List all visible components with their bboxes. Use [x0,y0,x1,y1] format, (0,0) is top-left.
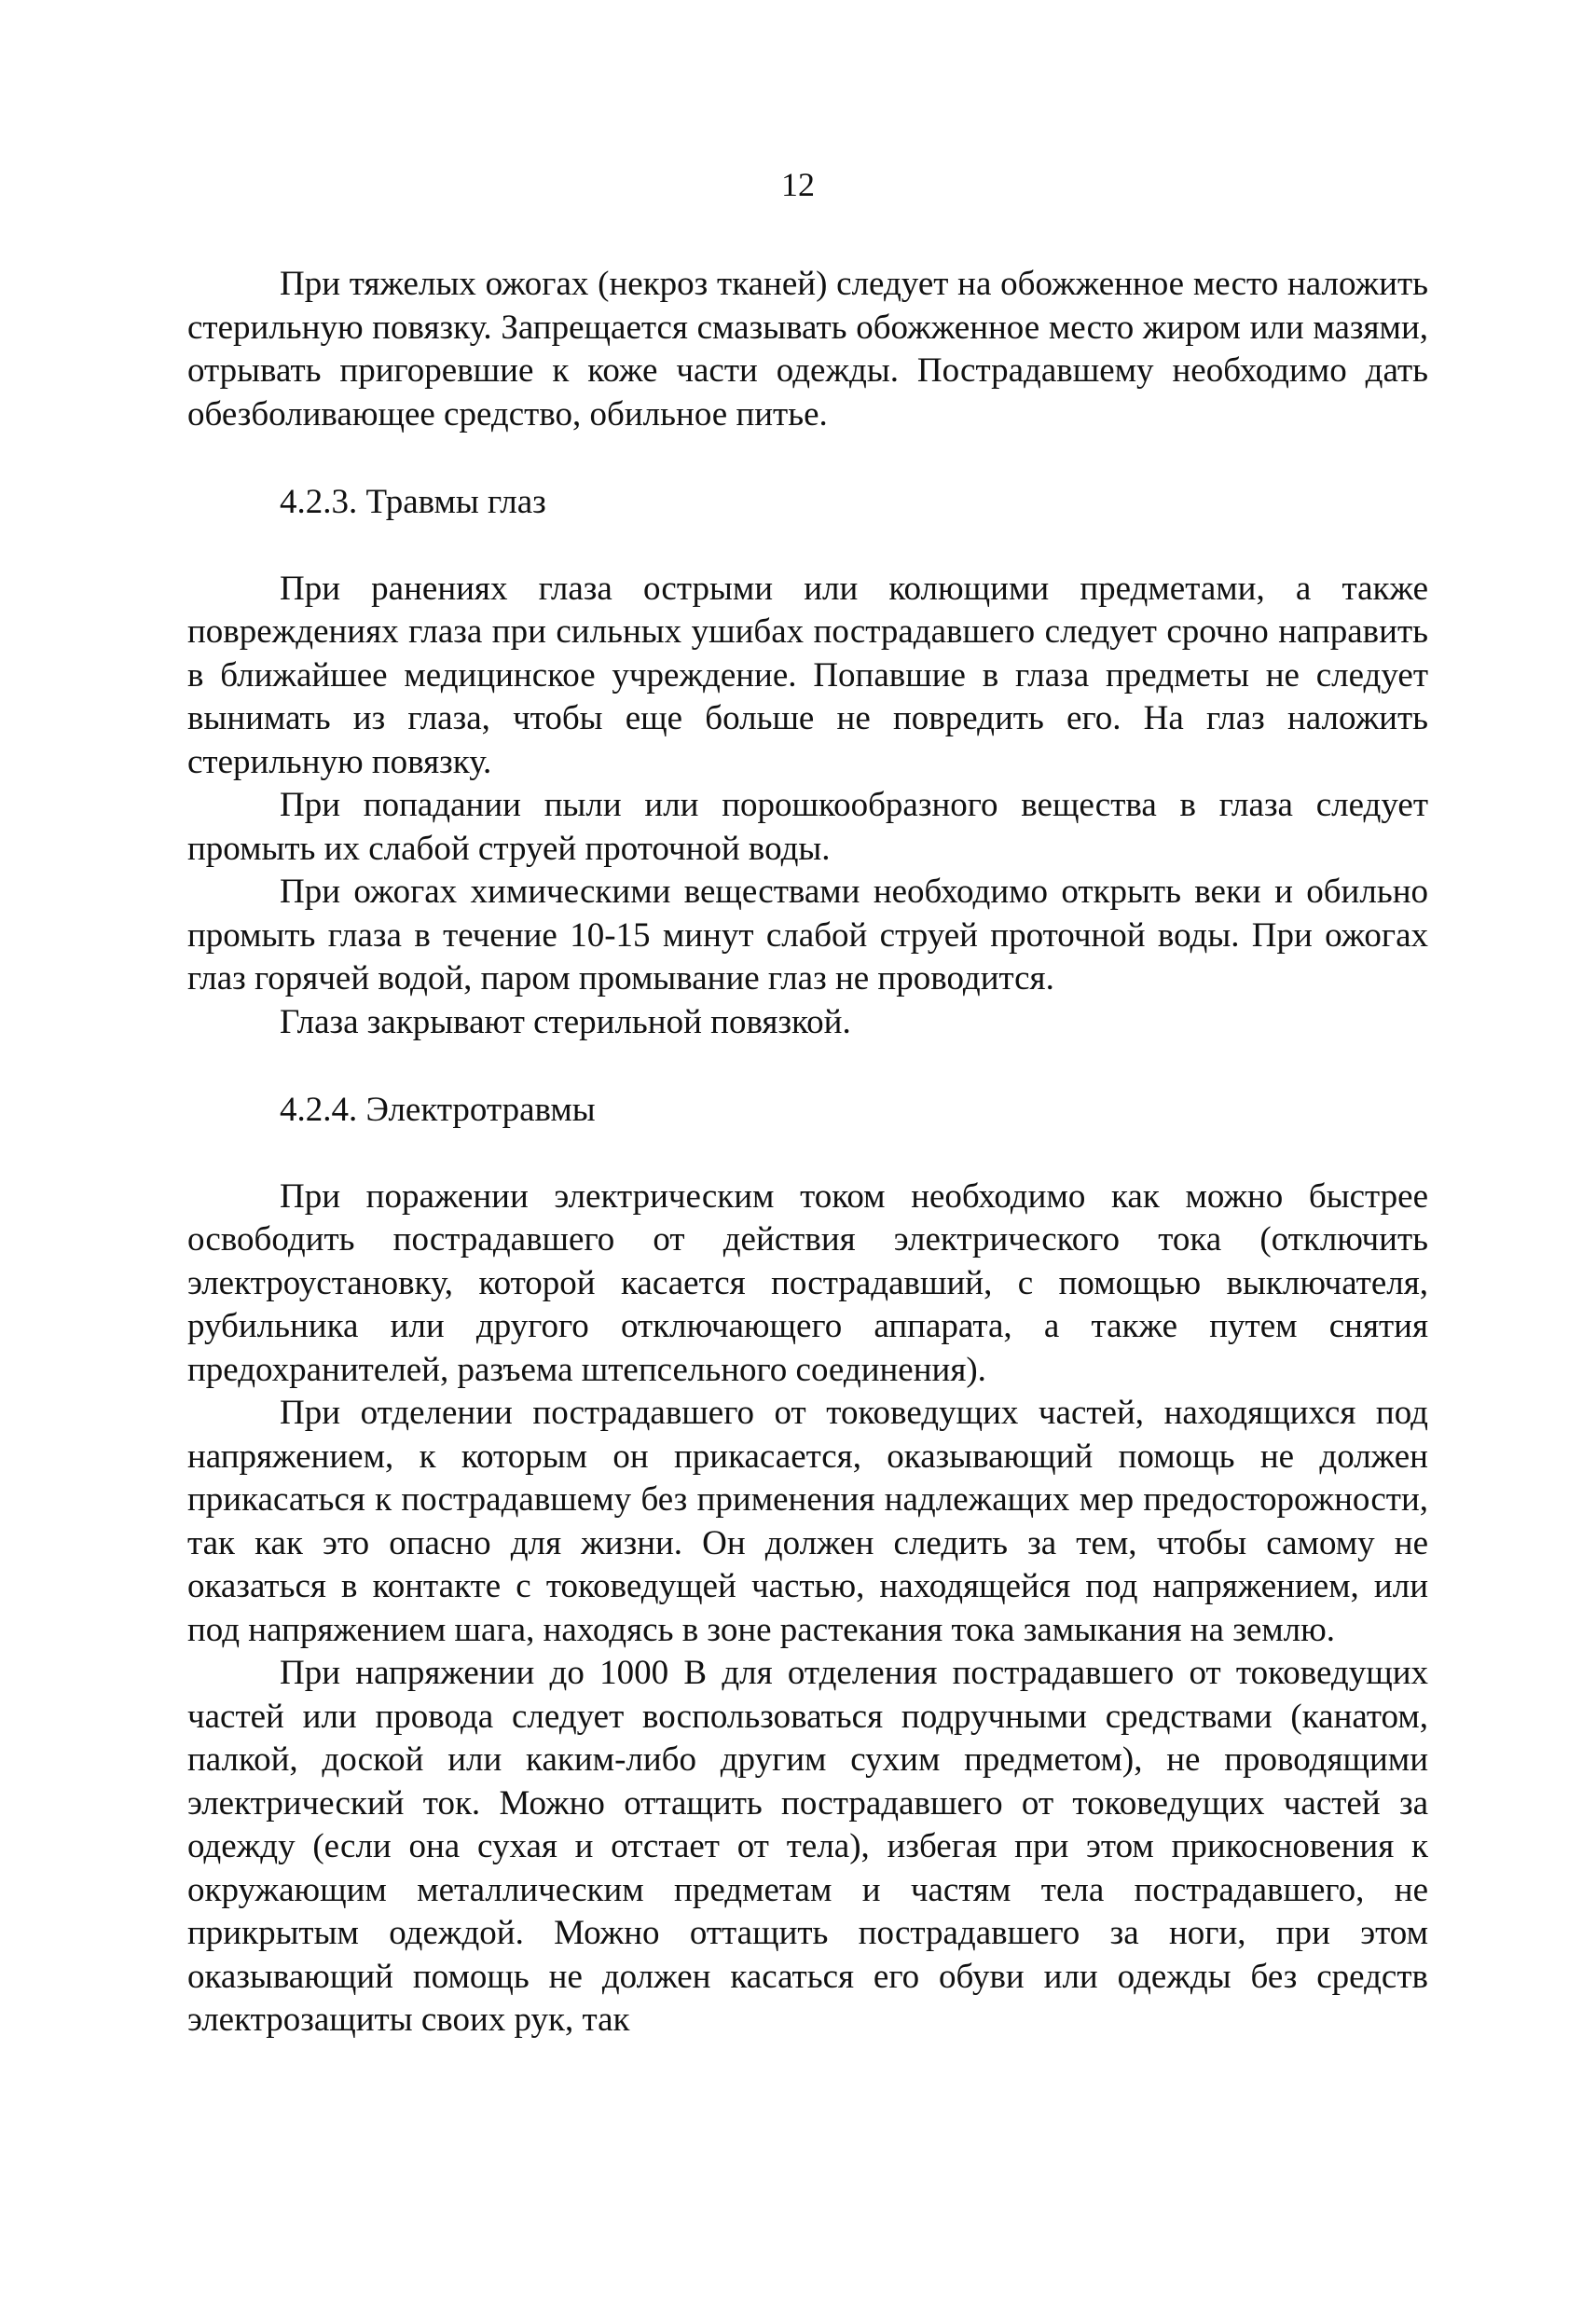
section-heading-eye-injuries: 4.2.3. Травмы глаз [280,483,546,521]
paragraph-burn-treatment: При тяжелых ожогах (некроз тканей) следует на обожженное место наложить стерильную повязку. Запрещается смазывать обожженное место жиром или мазями, отрывать пригоревшие к коже части одежды. Пострадавшему необходимо дать обезболивающее средство, обильное питье. [187,265,1428,433]
page-content [187,263,1428,2043]
section-heading-electrotrauma: 4.2.4. Электротравмы [280,1091,596,1129]
paragraph-eye-bandage: Глаза закрывают стерильной повязкой. [280,1002,851,1041]
paragraph-eye-wounds: При ранениях глаза острыми или колющими предметами, а также повреждениях глаза при сильных ушибах пострадавшего следует срочно направить в ближайшее медицинское учреждение. Попавшие в глаза предметы не следует вынимать из глаза, чтобы еще больше не повредить его. На глаз наложить стерильную повязку. [187,569,1428,781]
paragraph-eye-chemical-burns: При ожогах химическими веществами необходимо открыть веки и обильно промыть глаза в течение 10-15 минут слабой струей проточной воды. При ожогах глаз горячей водой, паром промывание глаз не проводится. [187,873,1428,997]
paragraph-electro-release: При поражении электрическим током необходимо как можно быстрее освободить пострадавшего от действия электрического тока (отключить электроустановку, которой касается пострадавший, с помощью выключателя, рубильника или другого отключающего аппарата, а также путем снятия предохранителей, разъема штепсельного соединения). [187,1176,1428,1389]
paragraph-eye-dust: При попадании пыли или порошкообразного вещества в глаза следует промыть их слабой струей проточной воды. [187,786,1428,868]
paragraph-electro-low-voltage: При напряжении до 1000 В для отделения пострадавшего от токоведущих частей или провода следует воспользоваться подручными средствами (канатом, палкой, доской или каким-либо другим сухим предметом), не проводящими электрический ток. Можно оттащить пострадавшего от токоведущих частей за одежду (если она сухая и отстает от тела), избегая при этом прикосновения к окружающим металлическим предметам и частям тела пострадавшего, не прикрытым одеждой. Можно оттащить пострадавшего за ноги, при этом оказывающий помощь не должен касаться его обуви или одежды без средств электрозащиты своих рук, так [187,1654,1428,2039]
page-number: 12 [781,166,815,203]
paragraph-electro-separation: При отделении пострадавшего от токоведущих частей, находящихся под напряжением, к которым он прикасается, оказывающий помощь не должен прикасаться к пострадавшему без применения надлежащих мер предосторожности, так как это опасно для жизни. Он должен следить за тем, чтобы самому не оказаться в контакте с токоведущей частью, находящейся под напряжением, или под напряжением шага, находясь в зоне растекания тока замыкания на землю. [187,1394,1428,1649]
